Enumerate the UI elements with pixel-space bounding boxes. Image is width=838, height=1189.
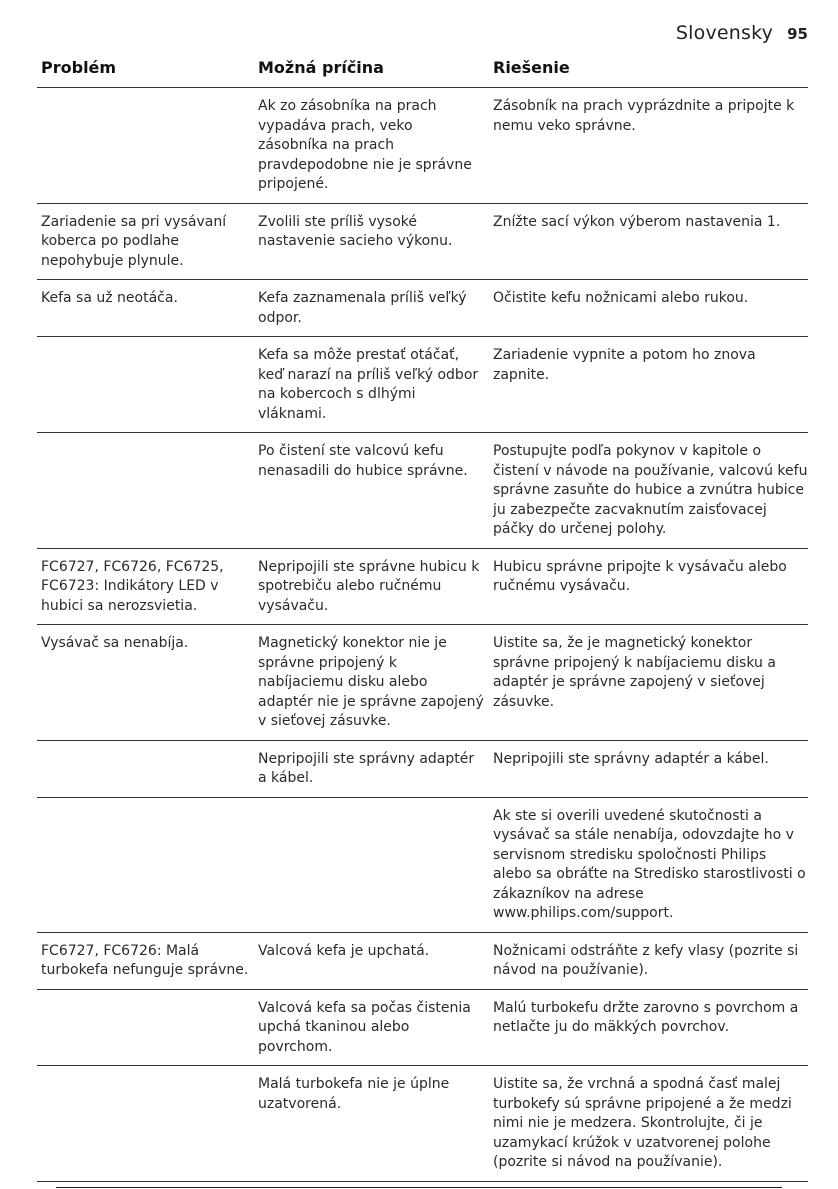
problem-cell: Vysávač sa nenabíja. xyxy=(41,635,189,651)
cause-cell: Po čistení ste valcovú kefu nenasadili do hubice správne. xyxy=(258,443,468,479)
solution-cell: Znížte sací výkon výberom nastavenia 1. xyxy=(493,213,781,230)
table-row xyxy=(37,548,808,625)
problem-cell: Kefa sa už neotáča. xyxy=(41,290,178,306)
cause-cell: Magnetický konektor nie je správne pripojený k nabíjaciemu disku alebo adaptér nie je správne zapojený v sieťovej zásuvke. xyxy=(258,635,484,729)
table-row xyxy=(37,989,808,1066)
solution-cell: Očistite kefu nožnicami alebo rukou. xyxy=(493,290,749,306)
table-row xyxy=(37,932,808,989)
table-row xyxy=(37,88,808,204)
problem-cell: Zariadenie sa pri vysávaní koberca po podlahe nepohybuje plynule. xyxy=(41,213,227,269)
problem-cell xyxy=(37,337,254,433)
cause-cell: Valcová kefa sa počas čistenia upchá tkaninou alebo povrchom. xyxy=(258,999,471,1055)
solution-cell: Hubicu správne pripojte k vysávaču alebo ručnému vysávaču. xyxy=(493,558,787,594)
troubleshooting-table xyxy=(37,52,808,1182)
cause-cell: Kefa sa môže prestať otáčať, keď narazí na príliš veľký odbor na kobercoch s dlhými vláknami. xyxy=(258,347,479,422)
table-row xyxy=(37,740,808,797)
cause-cell: Zvolili ste príliš vysoké nastavenie sacieho výkonu. xyxy=(258,213,453,249)
table-row xyxy=(37,433,808,549)
cause-cell: Valcová kefa je upchatá. xyxy=(258,942,430,959)
solution-cell: Zariadenie vypnite a potom ho znova zapnite. xyxy=(493,347,756,383)
problem-cell xyxy=(37,797,254,932)
problem-cell xyxy=(37,88,254,204)
footer-divider xyxy=(56,1187,782,1188)
table-row xyxy=(37,1066,808,1182)
cause-cell: Ak zo zásobníka na prach vypadáva prach, veko zásobníka na prach pravdepodobne nie je správne pripojené. xyxy=(258,98,472,192)
cause-cell: Malá turbokefa nie je úplne uzatvorená. xyxy=(258,1076,450,1112)
table-row xyxy=(37,337,808,433)
table-row xyxy=(37,280,808,337)
problem-cell xyxy=(37,989,254,1066)
problem-cell: FC6727, FC6726: Malá turbokefa nefunguje správne. xyxy=(41,942,249,978)
solution-cell: Nožnicami odstráňte z kefy vlasy (pozrite si návod na používanie). xyxy=(493,942,799,978)
problem-cell: FC6727, FC6726, FC6725, FC6723: Indikátory LED v hubici sa nerozsvietia. xyxy=(41,558,224,614)
solution-cell: Zásobník na prach vyprázdnite a pripojte k nemu veko správne. xyxy=(493,98,795,134)
table-row xyxy=(37,203,808,280)
column-header-problem: Problém xyxy=(41,58,117,77)
column-header-solution: Riešenie xyxy=(493,58,570,77)
table-header-row xyxy=(37,52,808,88)
column-header-cause: Možná príčina xyxy=(258,58,384,77)
cause-cell: Nepripojili ste správne hubicu k spotrebiču alebo ručnému vysávaču. xyxy=(258,558,480,614)
problem-cell xyxy=(37,1066,254,1182)
solution-cell: Ak ste si overili uvedené skutočnosti a vysávač sa stále nenabíja, odovzdajte ho v servisnom stredisku spoločnosti Philips alebo sa obráťte na Stredisko starostlivosti o zákazníkov na adrese www.philips.com/support. xyxy=(493,807,806,921)
table-row xyxy=(37,797,808,932)
solution-cell: Uistite sa, že je magnetický konektor správne pripojený k nabíjaciemu disku a adaptér je správne zapojený v sieťovej zásuvke. xyxy=(493,635,776,710)
solution-cell: Nepripojili ste správny adaptér a kábel. xyxy=(493,750,769,767)
cause-cell: Kefa zaznamenala príliš veľký odpor. xyxy=(258,290,467,326)
solution-cell: Postupujte podľa pokynov v kapitole o čistení v návode na používanie, valcovú kefu správne zasuňte do hubice a zvnútra hubice ju zabezpečte zacvaknutím zaisťovacej páčky do určenej polohy. xyxy=(493,443,808,537)
problem-cell xyxy=(37,433,254,549)
problem-cell xyxy=(37,740,254,797)
table-row xyxy=(37,625,808,741)
language-label: Slovensky xyxy=(675,22,774,44)
solution-cell: Uistite sa, že vrchná a spodná časť malej turbokefy sú správne pripojené a že medzi nimi nie je medzera. Skontrolujte, či je uzamykací krúžok v uzatvorenej polohe (pozrite si návod na používanie). xyxy=(493,1076,792,1170)
cause-cell xyxy=(254,797,489,932)
solution-cell: Malú turbokefu držte zarovno s povrchom a netlačte ju do mäkkých povrchov. xyxy=(493,999,799,1035)
page-number: 95 xyxy=(787,25,808,43)
cause-cell: Nepripojili ste správny adaptér a kábel. xyxy=(258,750,475,786)
page-header xyxy=(676,22,808,44)
